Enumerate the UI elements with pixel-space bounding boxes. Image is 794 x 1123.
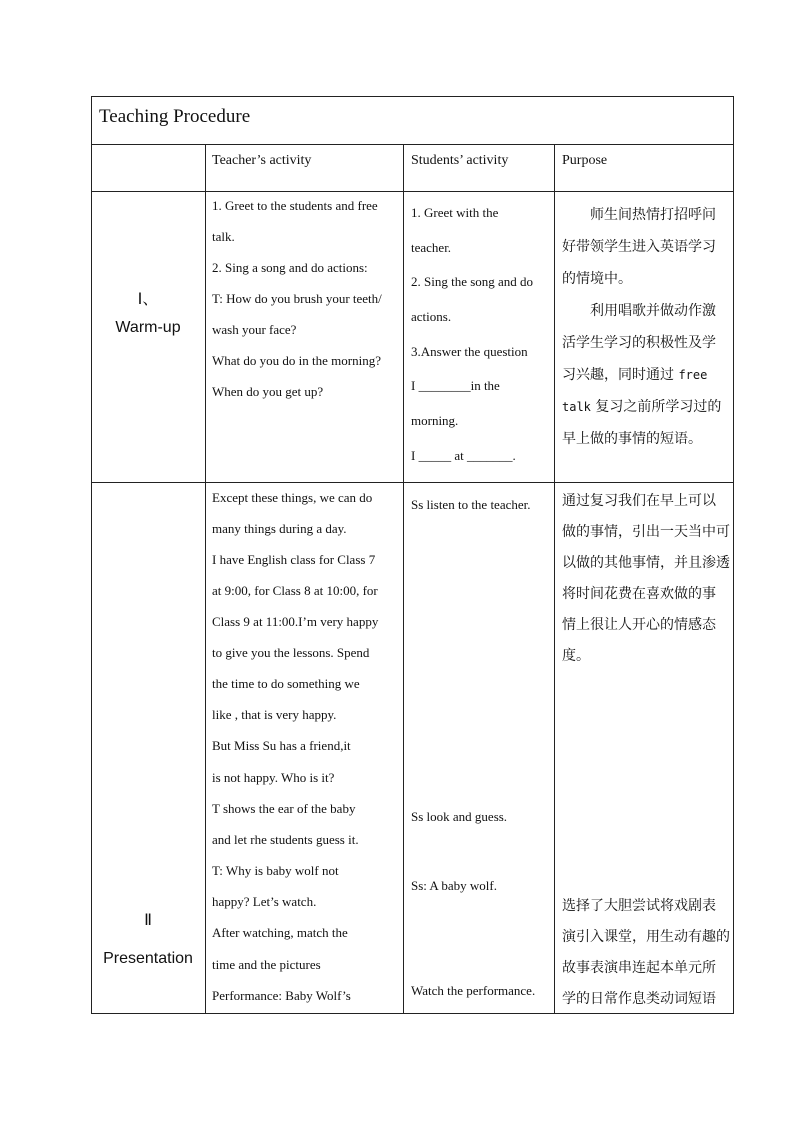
text-line: 早上做的事情的短语。: [562, 431, 702, 447]
text-line: at 9:00, for Class 8 at 10:00, for: [212, 583, 378, 598]
presentation-stage-label: [92, 910, 204, 968]
text-line: After watching, match the: [212, 925, 348, 940]
text-line: 1. Greet to the students and free: [212, 198, 378, 213]
text-line: time and the pictures: [212, 957, 321, 972]
text-line: T: Why is baby wolf not: [212, 863, 339, 878]
header-teacher-activity: Teacher’s activity: [212, 153, 312, 168]
warmup-stage-number: Ⅰ、: [137, 291, 159, 308]
text-line: 度。: [562, 648, 590, 664]
code-word: free: [678, 368, 708, 382]
text-line: the time to do something we: [212, 676, 360, 691]
text-line: and let rhe students guess it.: [212, 832, 359, 847]
presentation-stage-number: Ⅱ: [144, 912, 152, 929]
text-line: talk.: [212, 229, 235, 244]
text-line: 好带领学生进入英语学习: [562, 239, 716, 255]
text-line: I ________in the: [411, 378, 500, 393]
warmup-row-border: [91, 482, 734, 483]
text-line: T: How do you brush your teeth/: [212, 291, 382, 306]
text-line: [562, 364, 707, 384]
table-bottom-border: [91, 1013, 734, 1014]
table-left-border: [91, 96, 92, 1014]
text-line: happy? Let’s watch.: [212, 894, 317, 909]
presentation-student-watch: Watch the performance.: [411, 983, 536, 998]
col-divider-3: [554, 144, 555, 1014]
text-line: Performance: Baby Wolf’s: [212, 988, 351, 1003]
text-line: I _____ at _______.: [411, 448, 516, 463]
text-line: 师生间热情打招呼问: [590, 207, 716, 223]
presentation-student-answer: Ss: A baby wolf.: [411, 878, 497, 893]
text-segment: 复习之前所学习过的: [595, 399, 722, 415]
table-right-border: [733, 96, 734, 1014]
text-line: 通过复习我们在早上可以: [562, 493, 716, 509]
text-line: Except these things, we can do: [212, 490, 373, 505]
text-line: 将时间花费在喜欢做的事: [562, 586, 716, 602]
warmup-stage-label: [92, 286, 204, 337]
presentation-stage-name: Presentation: [103, 950, 193, 967]
header-purpose: Purpose: [562, 153, 608, 168]
title-row-border: [91, 144, 734, 145]
text-line: What do you do in the morning?: [212, 353, 381, 368]
text-segment: 习兴趣，同时通过: [562, 367, 674, 383]
text-line: 故事表演串连起本单元所: [562, 960, 716, 976]
text-line: But Miss Su has a friend,it: [212, 738, 351, 753]
text-line: 3.Answer the question: [411, 344, 528, 359]
text-line: T shows the ear of the baby: [212, 801, 356, 816]
text-line: morning.: [411, 413, 459, 428]
text-line: I have English class for Class 7: [212, 552, 376, 567]
text-line: 做的事情，引出一天当中可: [562, 524, 730, 540]
col-divider-1: [205, 144, 206, 1014]
header-students-activity: Students’ activity: [411, 153, 509, 168]
text-line: many things during a day.: [212, 521, 347, 536]
text-line: When do you get up?: [212, 384, 324, 399]
text-line: 选择了大胆尝试将戏剧表: [562, 898, 716, 914]
text-line: 2. Sing a song and do actions:: [212, 260, 368, 275]
text-line: 学的日常作息类动词短语: [562, 991, 716, 1007]
text-line: wash your face?: [212, 322, 297, 337]
text-line: 的情境中。: [562, 271, 632, 287]
text-line: 活学生学习的积极性及学: [562, 335, 716, 351]
table-top-border: [91, 96, 734, 97]
text-line: 1. Greet with the: [411, 205, 499, 220]
code-word: talk: [562, 400, 591, 414]
text-line: 2. Sing the song and do: [411, 274, 534, 289]
col-divider-2: [403, 144, 404, 1014]
text-line: 演引入课堂，用生动有趣的: [562, 929, 730, 945]
presentation-student-guess: Ss look and guess.: [411, 809, 508, 824]
text-line: actions.: [411, 309, 452, 324]
text-line: Class 9 at 11:00.I’m very happy: [212, 614, 379, 629]
text-line: teacher.: [411, 240, 452, 255]
presentation-student-listen: Ss listen to the teacher.: [411, 497, 531, 512]
text-line: 以做的其他事情，并且渗透: [562, 555, 730, 571]
text-line: 利用唱歌并做动作激: [590, 303, 716, 319]
text-line: 情上很让人开心的情感态: [562, 617, 716, 633]
text-line: is not happy. Who is it?: [212, 770, 335, 785]
table-title: Teaching Procedure: [99, 106, 251, 127]
warmup-stage-name: Warm-up: [115, 319, 181, 336]
text-line: [562, 396, 721, 416]
text-line: like , that is very happy.: [212, 707, 337, 722]
header-row-border: [91, 191, 734, 192]
text-line: to give you the lessons. Spend: [212, 645, 370, 660]
